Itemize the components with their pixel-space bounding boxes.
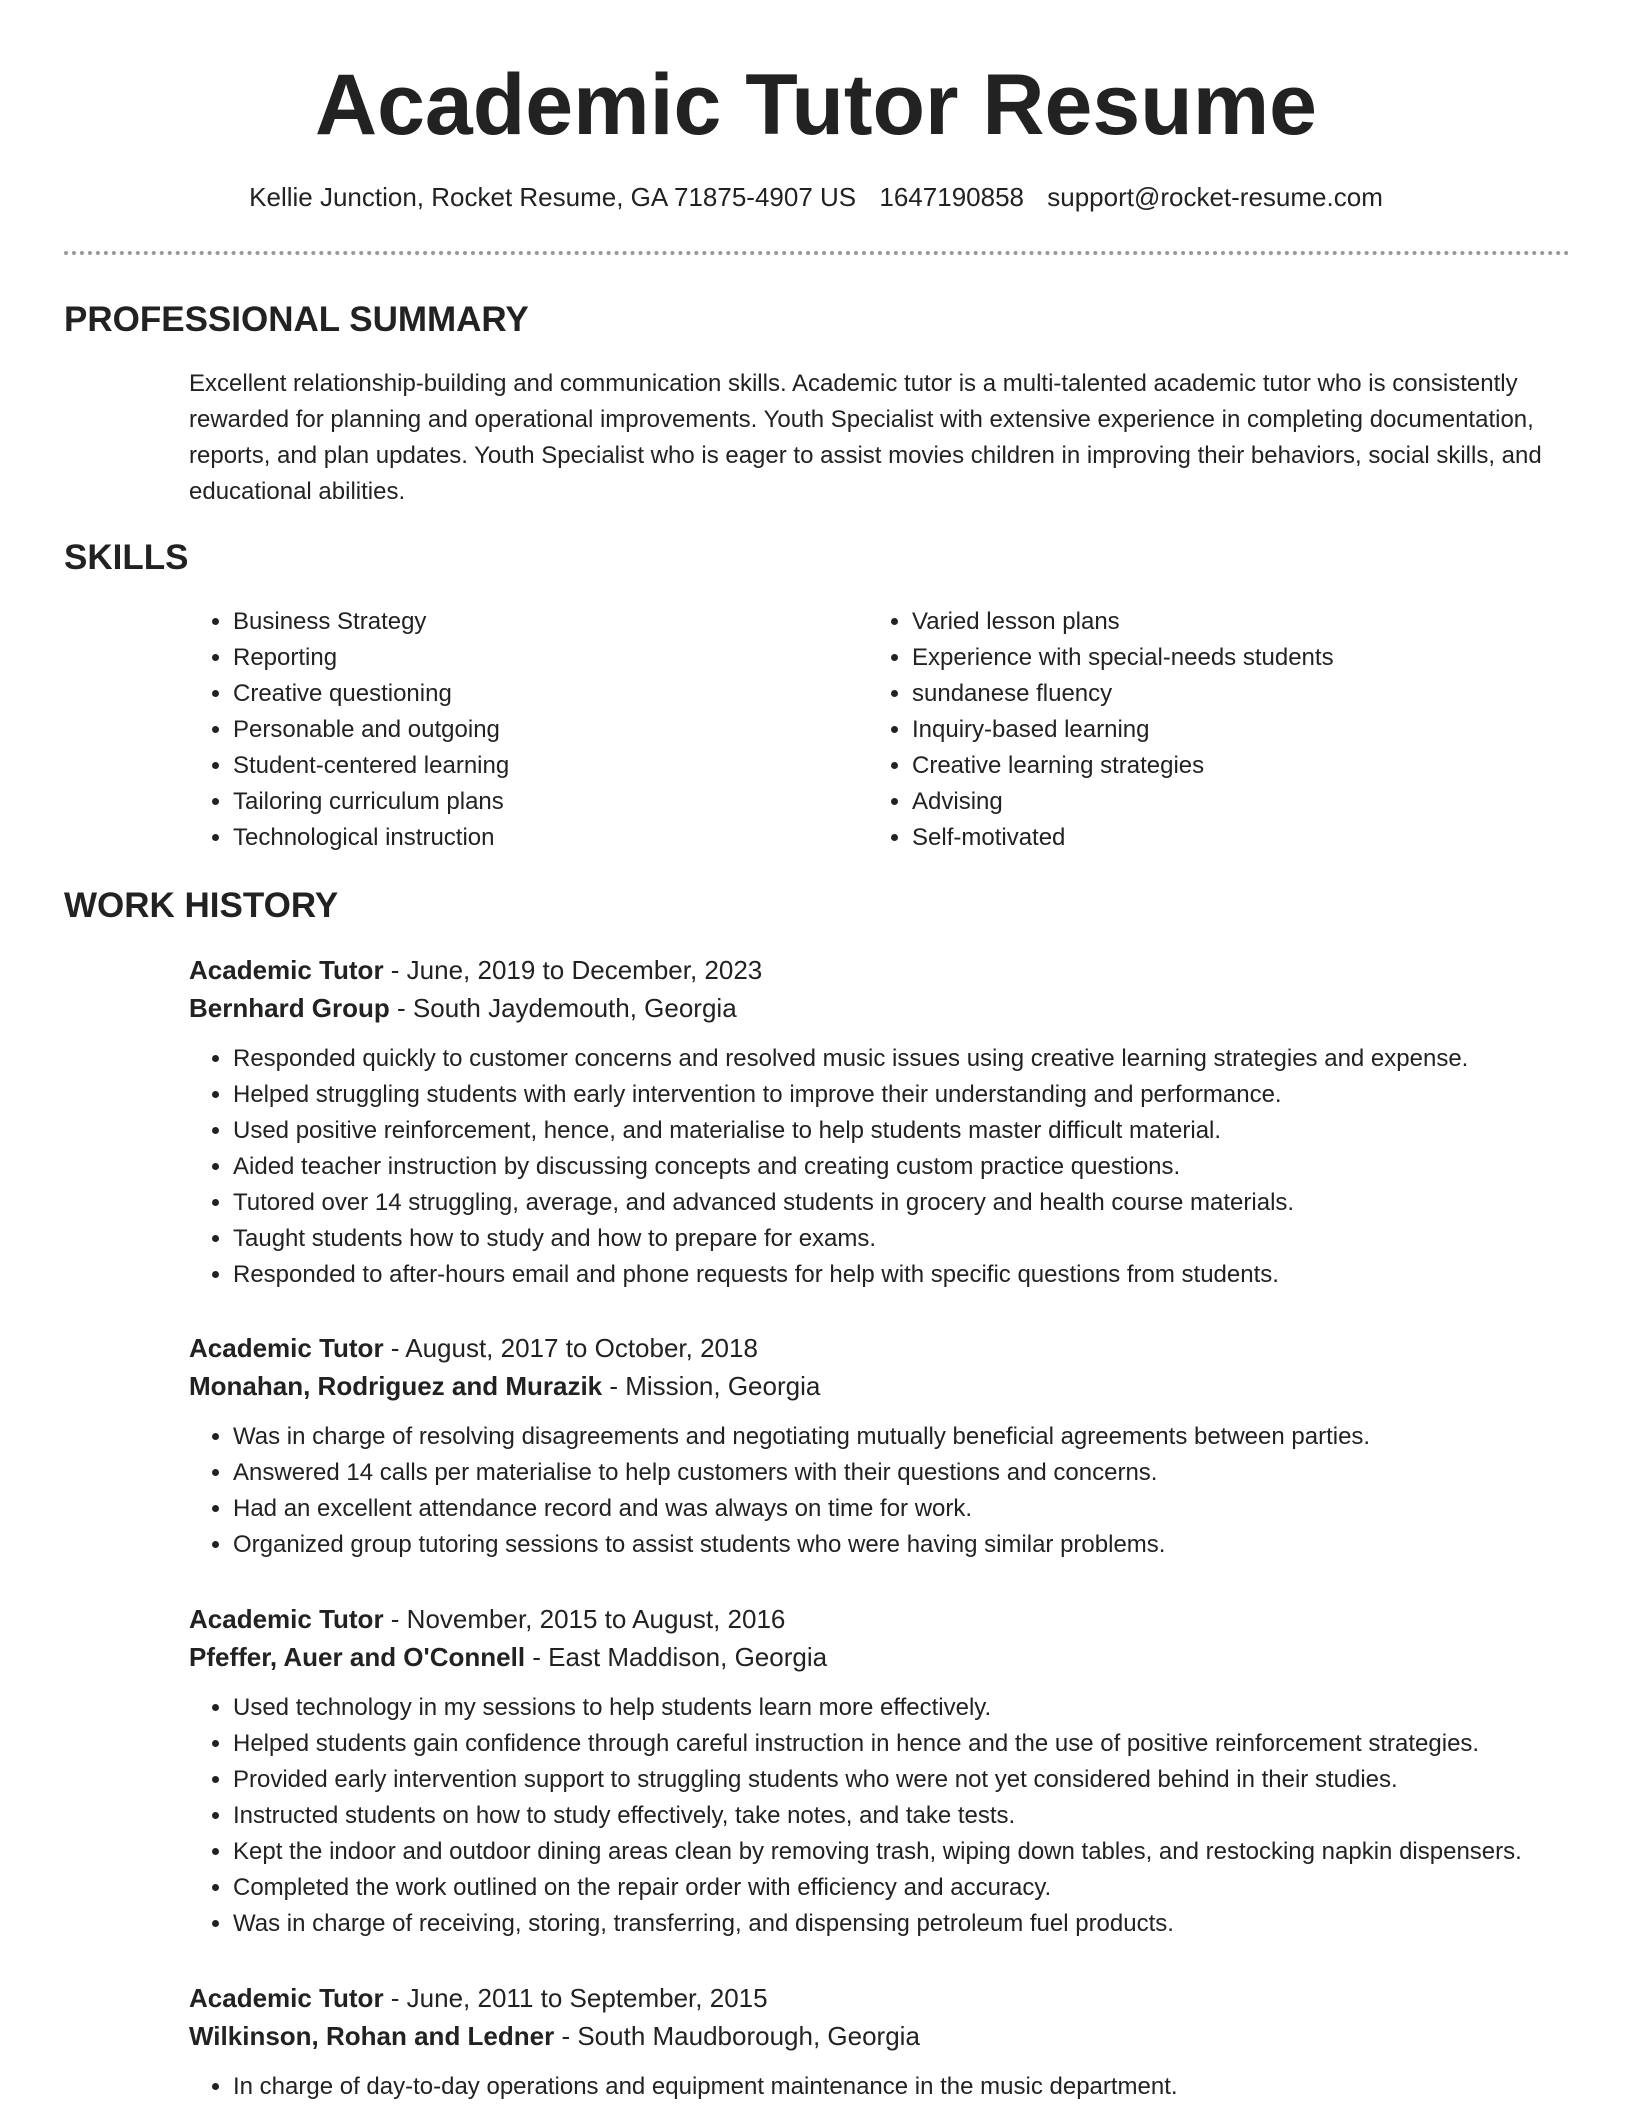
skill-item: • Creative learning strategies [912, 748, 1334, 784]
job-company: Monahan, Rodriguez and Murazik [189, 1371, 603, 1401]
contact-line [0, 180, 1632, 214]
job-bullet: • Tutored over 14 struggling, average, and advanced students in grocery and health course materials. [233, 1185, 1589, 1221]
job-bullet: • Helped struggling students with early intervention to improve their understanding and performance. [233, 1077, 1589, 1113]
job-title-line [189, 951, 1589, 989]
skill-item: • Varied lesson plans [912, 604, 1334, 640]
job-location: - South Maudborough, Georgia [554, 2021, 920, 2051]
job-title-line [189, 1979, 1589, 2017]
job-bullets [189, 1041, 1589, 1293]
job-bullets [189, 1419, 1589, 1563]
skill-item: • Advising [912, 784, 1334, 820]
job-location: - Mission, Georgia [602, 1371, 821, 1401]
job-bullet: • Instructed students on how to study effectively, take notes, and take tests. [233, 1798, 1589, 1834]
job-company: Bernhard Group [189, 993, 390, 1023]
skill-item: • Self-motivated [912, 820, 1334, 856]
job-title-line [189, 1329, 1589, 1367]
skill-item: • Personable and outgoing [233, 712, 509, 748]
job-bullets [189, 2069, 1589, 2105]
job-entry [189, 951, 1589, 1293]
job-title: Academic Tutor [189, 955, 384, 985]
skills-list-left [189, 604, 509, 856]
job-company-line [189, 1367, 1589, 1405]
job-company-line [189, 2017, 1589, 2055]
skill-item: • Creative questioning [233, 676, 509, 712]
job-bullet: • Kept the indoor and outdoor dining areas clean by removing trash, wiping down tables, and restocking napkin dispensers. [233, 1834, 1589, 1870]
job-bullet: • Completed the work outlined on the repair order with efficiency and accuracy. [233, 1870, 1589, 1906]
job-company: Wilkinson, Rohan and Ledner [189, 2021, 555, 2051]
skill-item: • sundanese fluency [912, 676, 1334, 712]
job-bullet: • Aided teacher instruction by discussing concepts and creating custom practice questions. [233, 1149, 1589, 1185]
section-heading-skills: SKILLS [64, 538, 189, 577]
skill-item: • Business Strategy [233, 604, 509, 640]
job-company-line [189, 989, 1589, 1027]
skills-list-right [868, 604, 1334, 856]
resume-title: Academic Tutor Resume [314, 57, 1318, 153]
job-bullet: • In charge of day-to-day operations and equipment maintenance in the music department. [233, 2069, 1589, 2105]
job-bullet: • Responded to after-hours email and phone requests for help with specific questions from students. [233, 1257, 1589, 1293]
job-entry [189, 1329, 1589, 1563]
skill-item: • Technological instruction [233, 820, 509, 856]
skill-item: • Reporting [233, 640, 509, 676]
contact-address: Kellie Junction, Rocket Resume, GA 71875-4907 US [249, 182, 857, 212]
skill-item: • Experience with special-needs students [912, 640, 1334, 676]
job-bullet: • Was in charge of receiving, storing, transferring, and dispensing petroleum fuel products. [233, 1906, 1589, 1942]
job-dates: - June, 2019 to December, 2023 [383, 955, 763, 985]
job-bullet: • Had an excellent attendance record and was always on time for work. [233, 1491, 1589, 1527]
job-bullet: • Was in charge of resolving disagreements and negotiating mutually beneficial agreements between parties. [233, 1419, 1589, 1455]
job-bullet: • Responded quickly to customer concerns and resolved music issues using creative learning strategies and expense. [233, 1041, 1589, 1077]
job-bullets [189, 1690, 1589, 1942]
summary-text: Excellent relationship-building and communication skills. Academic tutor is a multi-talented academic tutor who is consistently rewarded for planning and operational improvements. Youth Specialist with extensive experience in completing documentation, reports, and plan updates. Youth Specialist who is eager to assist movies children in improving their behaviors, social skills, and educational abilities. [189, 370, 1542, 505]
header-divider [64, 251, 1570, 255]
section-heading-work: WORK HISTORY [64, 886, 339, 925]
skill-item: • Student-centered learning [233, 748, 509, 784]
skill-item: • Tailoring curriculum plans [233, 784, 509, 820]
job-title: Academic Tutor [189, 1333, 384, 1363]
job-location: - South Jaydemouth, Georgia [389, 993, 737, 1023]
job-title: Academic Tutor [189, 1983, 384, 2013]
job-entry [189, 1600, 1589, 1942]
job-company-line [189, 1638, 1589, 1676]
job-title-line [189, 1600, 1589, 1638]
job-dates: - August, 2017 to October, 2018 [383, 1333, 758, 1363]
job-bullet: • Organized group tutoring sessions to assist students who were having similar problems. [233, 1527, 1589, 1563]
job-dates: - June, 2011 to September, 2015 [383, 1983, 768, 2013]
job-bullet: • Taught students how to study and how to prepare for exams. [233, 1221, 1589, 1257]
job-bullet: • Used technology in my sessions to help students learn more effectively. [233, 1690, 1589, 1726]
job-entry [189, 1979, 1589, 2105]
job-bullet: • Provided early intervention support to struggling students who were not yet considered behind in their studies. [233, 1762, 1589, 1798]
job-bullet: • Helped students gain confidence through careful instruction in hence and the use of positive reinforcement strategies. [233, 1726, 1589, 1762]
skill-item: • Inquiry-based learning [912, 712, 1334, 748]
contact-phone: 1647190858 [879, 182, 1024, 212]
job-location: - East Maddison, Georgia [525, 1642, 828, 1672]
job-bullet: • Answered 14 calls per materialise to help customers with their questions and concerns. [233, 1455, 1589, 1491]
job-dates: - November, 2015 to August, 2016 [383, 1604, 786, 1634]
job-company: Pfeffer, Auer and O'Connell [189, 1642, 526, 1672]
section-heading-summary: PROFESSIONAL SUMMARY [64, 300, 529, 339]
job-title: Academic Tutor [189, 1604, 384, 1634]
contact-email[interactable]: support@rocket-resume.com [1047, 182, 1383, 212]
job-bullet: • Used positive reinforcement, hence, and materialise to help students master difficult material. [233, 1113, 1589, 1149]
